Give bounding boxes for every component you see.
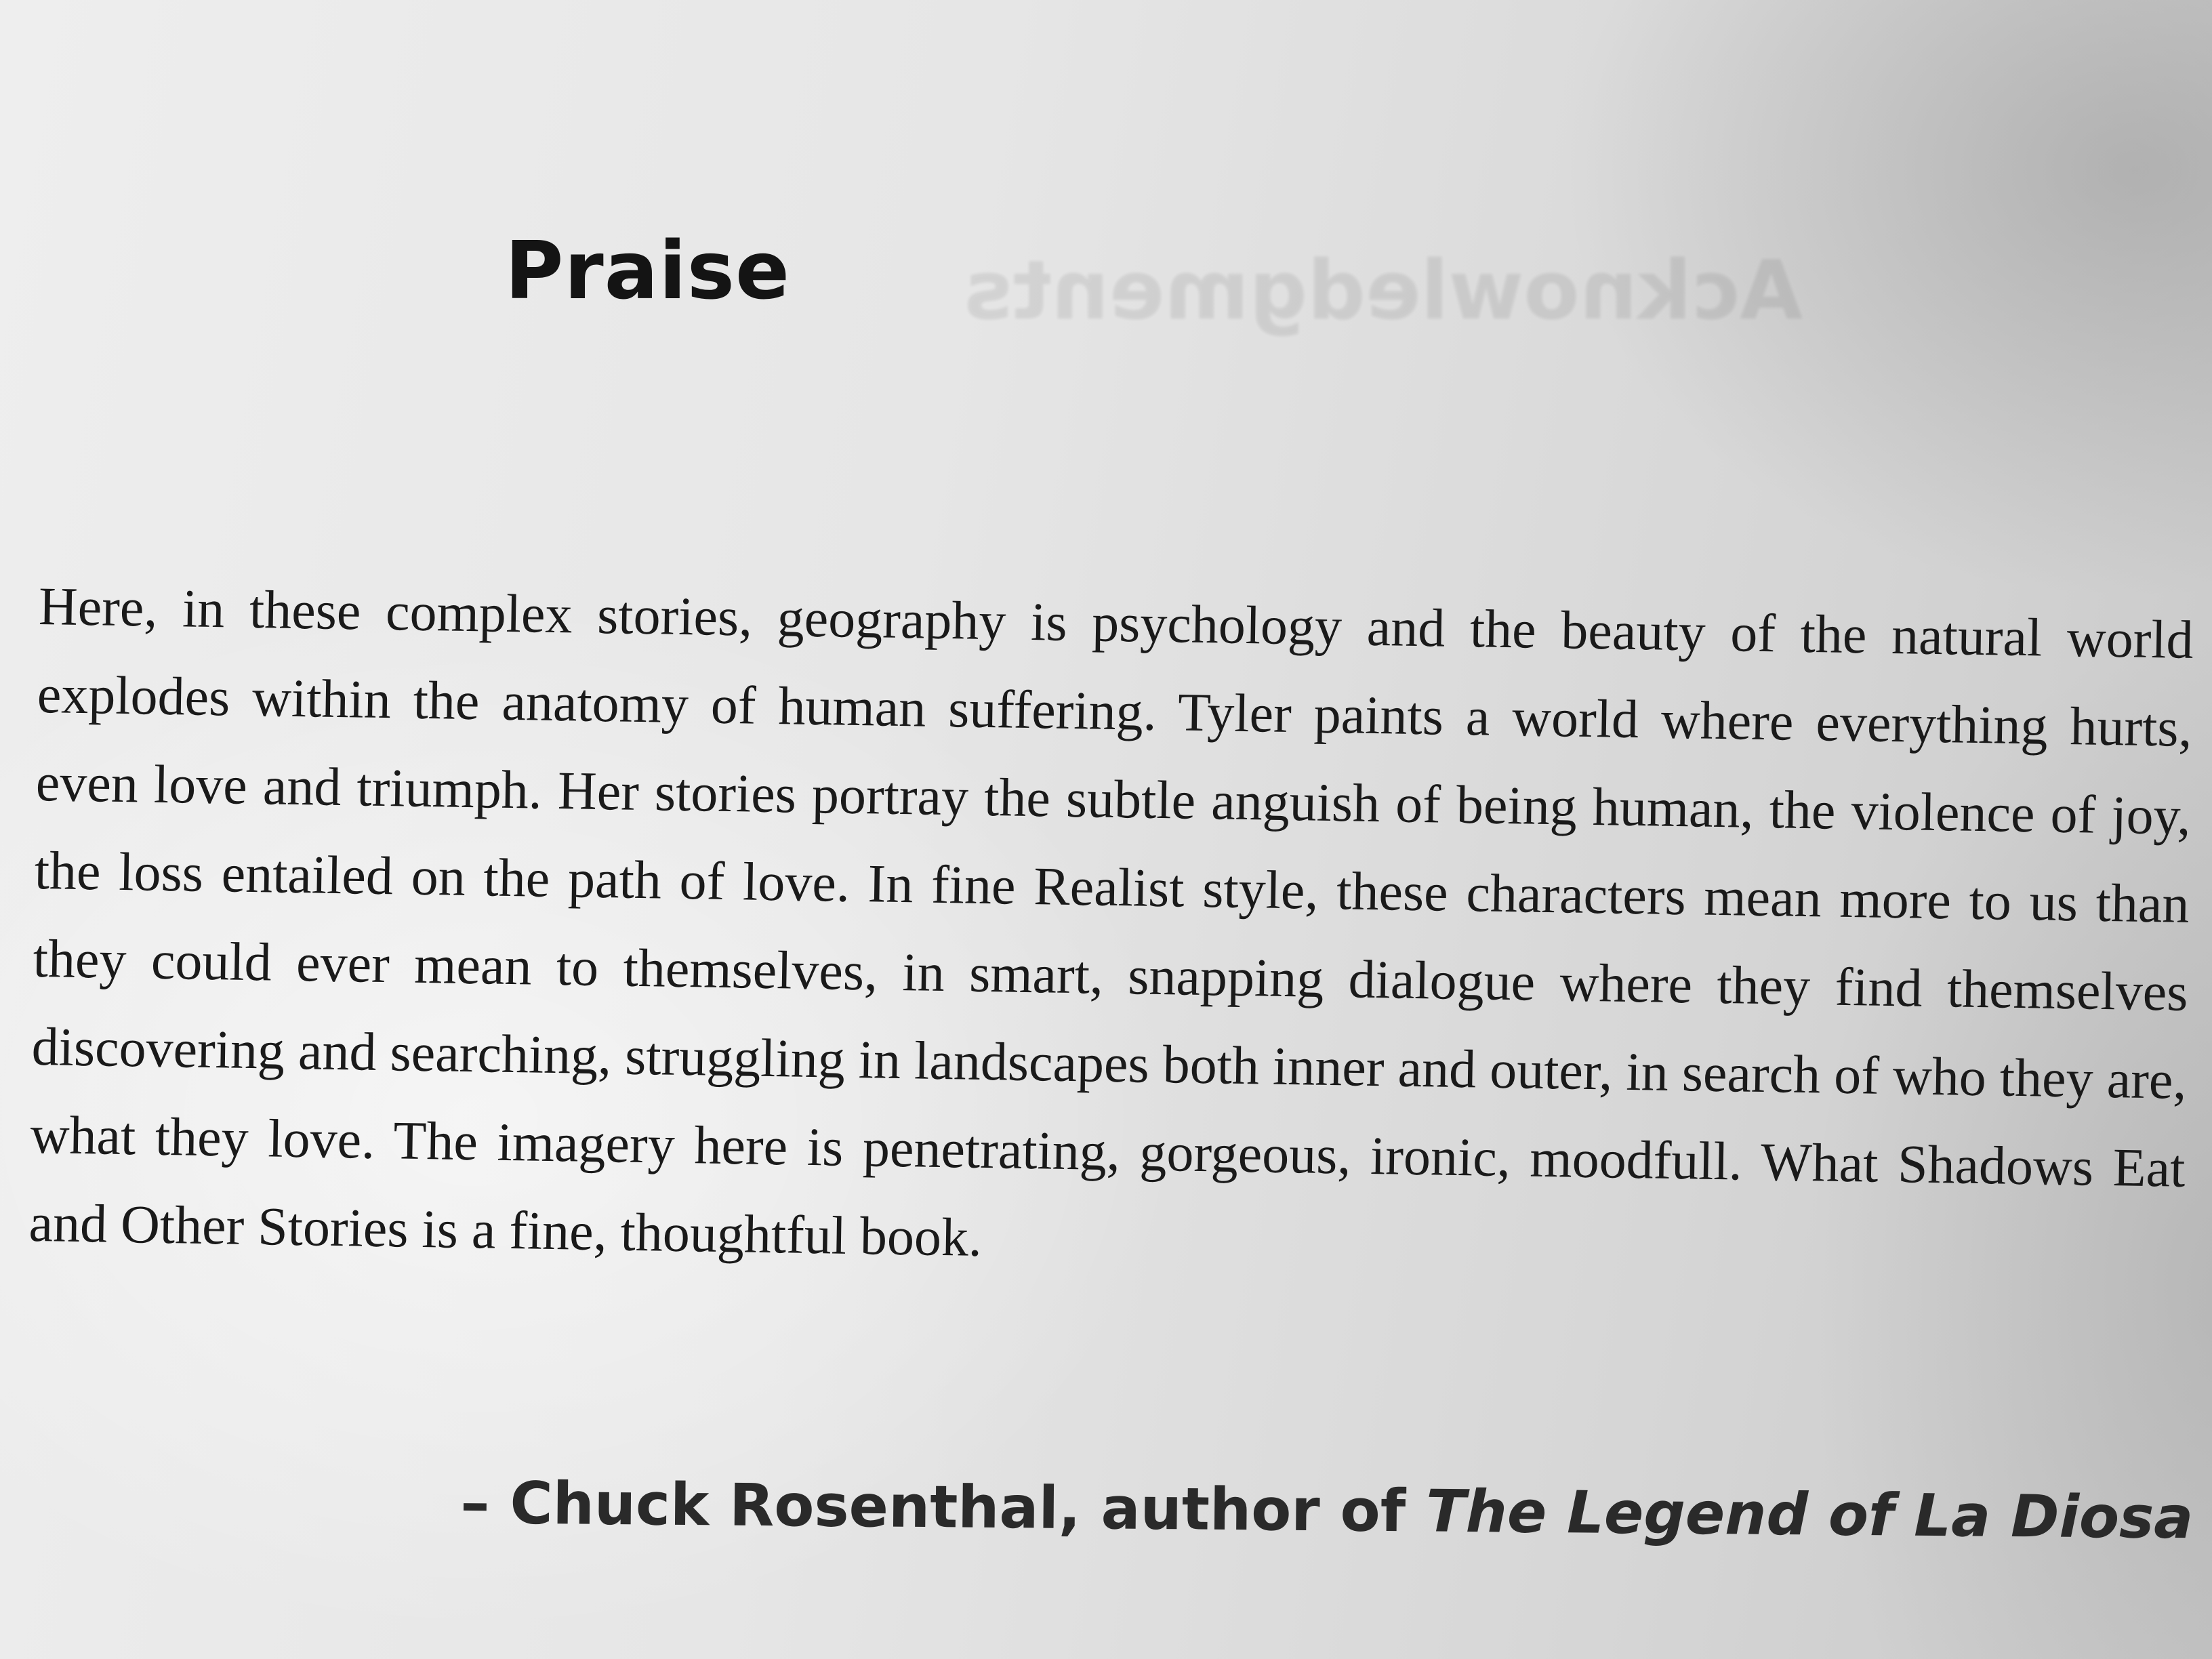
bleed-through-text: Acknowledgments (964, 244, 1803, 338)
praise-book-title: What Shadows Eat and Other Stories (28, 1132, 2186, 1259)
praise-text-part2: is a fine, thoughtful book. (407, 1199, 983, 1268)
attribution (460, 1469, 2194, 1552)
praise-text-part1: Here, in these complex stories, geography is psychology and the beauty of the natural world explodes within the anatomy of human suffering. Tyler paints a world where everything hurts, even love and triumph. Her stories portray the subtle anguish of being human, the violence of joy, the loss entailed on the path of love. In fine Realist style, these characters mean more to us than they could ever mean to themselves, in smart, snapping dialogue where they find themselves discovering and searching, struggling in landscapes both inner and outer, in search of who they are, what they love. The imagery here is penetrating, gorgeous, ironic, moodfull. (30, 576, 2194, 1193)
attribution-book-title: The Legend of La Diosa (1425, 1477, 2194, 1553)
page-heading: Praise (505, 224, 791, 317)
attribution-author: – Chuck Rosenthal, author of (460, 1469, 1427, 1546)
praise-paragraph (28, 562, 2194, 1301)
